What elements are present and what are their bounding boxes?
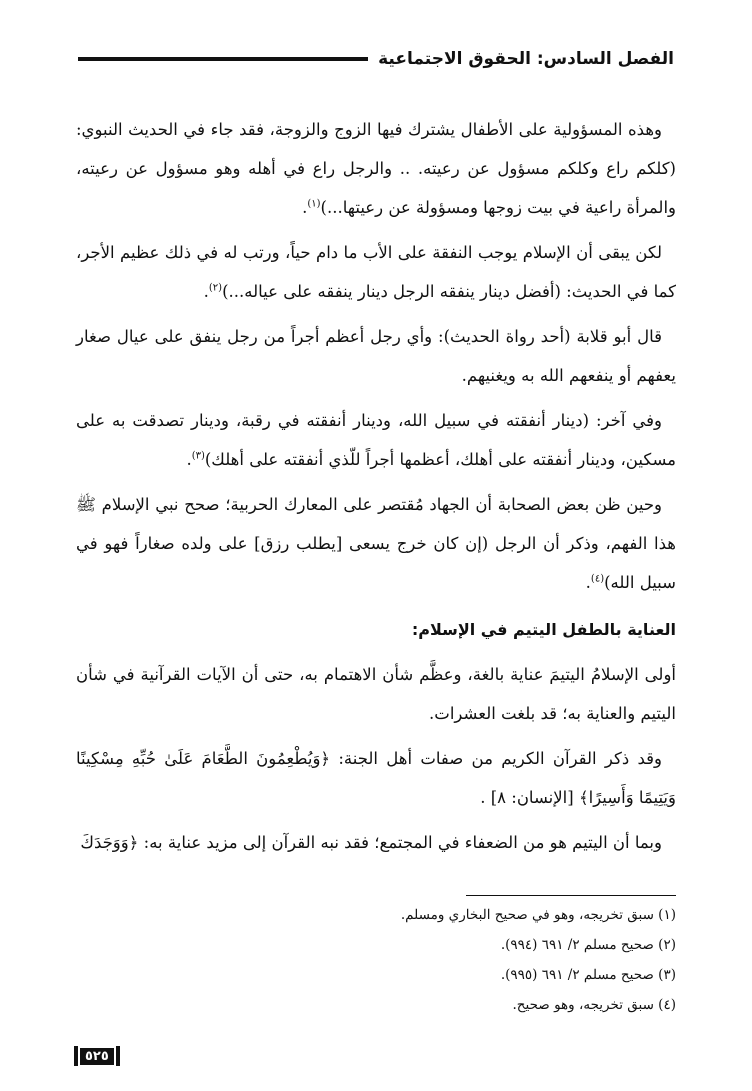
paragraph [76, 110, 676, 227]
section-heading: العناية بالطفل اليتيم في الإسلام: [411, 620, 676, 639]
footnote-separator [466, 895, 676, 896]
paragraph-text: وحين ظن بعض الصحابة أن الجهاد مُقتصر على المعارك الحربية؛ صحح نبي الإسلام ﷺ هذا الفهم، وذكر أن الرجل (إن كان خرج يسعى [يطلب رزق] على ولده صغاراً فهو في سبيل الله) [76, 495, 676, 592]
footnotes [76, 900, 676, 1020]
footnote: (٤) سبق تخريجه، وهو صحيح. [512, 997, 676, 1013]
footnote: (١) سبق تخريجه، وهو في صحيح البخاري ومسلم. [400, 907, 676, 923]
chapter-title: الفصل السادس: الحقوق الاجتماعية [378, 49, 674, 69]
paragraph-text: وهذه المسؤولية على الأطفال يشترك فيها الزوج والزوجة، فقد جاء في الحديث النبوي: (كلكم راع وكلكم مسؤول عن رعيته. .. والرجل راع في أهله وهو مسؤول عن رعيته، والمرأة راعية في بيت زوجها ومسؤولة عن رعيتها...) [76, 120, 676, 217]
page-number-bar-left [74, 1046, 78, 1066]
paragraph-end: . [186, 450, 192, 469]
paragraph-end: . [302, 198, 308, 217]
footnote-marker: (٤) [590, 573, 605, 585]
paragraph [76, 401, 676, 479]
running-header [78, 44, 674, 74]
paragraph: وقد ذكر القرآن الكريم من صفات أهل الجنة: ﴿وَيُطْعِمُونَ الطَّعَامَ عَلَىٰ حُبِّهِ مِسْكِينًا وَيَتِيمًا وَأَسِيرًا﴾ [الإنسان: ٨] . [76, 749, 676, 807]
page-number-value: ٥٢٥ [80, 1048, 114, 1065]
paragraph [76, 317, 676, 395]
header-rule [78, 57, 368, 61]
footnote-marker: (٣) [191, 450, 205, 462]
paragraph [76, 485, 676, 602]
paragraph: أولى الإسلامُ اليتيمَ عناية بالغة، وعظَّم شأن الاهتمام به، حتى أن الآيات القرآنية في شأن اليتيم والعناية به؛ قد بلغت العشرات. [76, 665, 676, 723]
page-number [74, 1046, 120, 1066]
paragraph-text: قال أبو قلابة (أحد رواة الحديث): وأي رجل أعظم أجراً من رجل ينفق على عيال صغار يعفهم أو ينفعهم الله به ويغنيهم. [76, 327, 676, 385]
footnote-marker: (١) [307, 198, 321, 210]
paragraph [76, 233, 676, 311]
footnote: (٢) صحيح مسلم ٢/ ٦٩١ (٩٩٤). [500, 937, 676, 953]
footnote-marker: (٢) [208, 282, 223, 294]
paragraph-end: . [203, 282, 209, 301]
paragraph-text: لكن يبقى أن الإسلام يوجب النفقة على الأب ما دام حياً، ورتب له في ذلك عظيم الأجر، كما في الحديث: (أفضل دينار ينفقه الرجل دينار ينفقه على عياله...) [76, 243, 676, 301]
paragraph-end: . [585, 573, 591, 592]
page-number-bar-right [116, 1046, 120, 1066]
footnote: (٣) صحيح مسلم ٢/ ٦٩١ (٩٩٥). [500, 967, 676, 983]
main-text [76, 110, 676, 868]
paragraph-text: وفي آخر: (دينار أنفقته في سبيل الله، ودينار أنفقته في رقبة، ودينار تصدقت به على مسكين، ودينار أنفقته على أهلك، أعظمها أجراً للّذي أنفقته على أهلك) [76, 411, 676, 469]
paragraph: وبما أن اليتيم هو من الضعفاء في المجتمع؛ فقد نبه القرآن إلى مزيد عناية به: ﴿وَوَجَدَكَ [80, 833, 662, 852]
